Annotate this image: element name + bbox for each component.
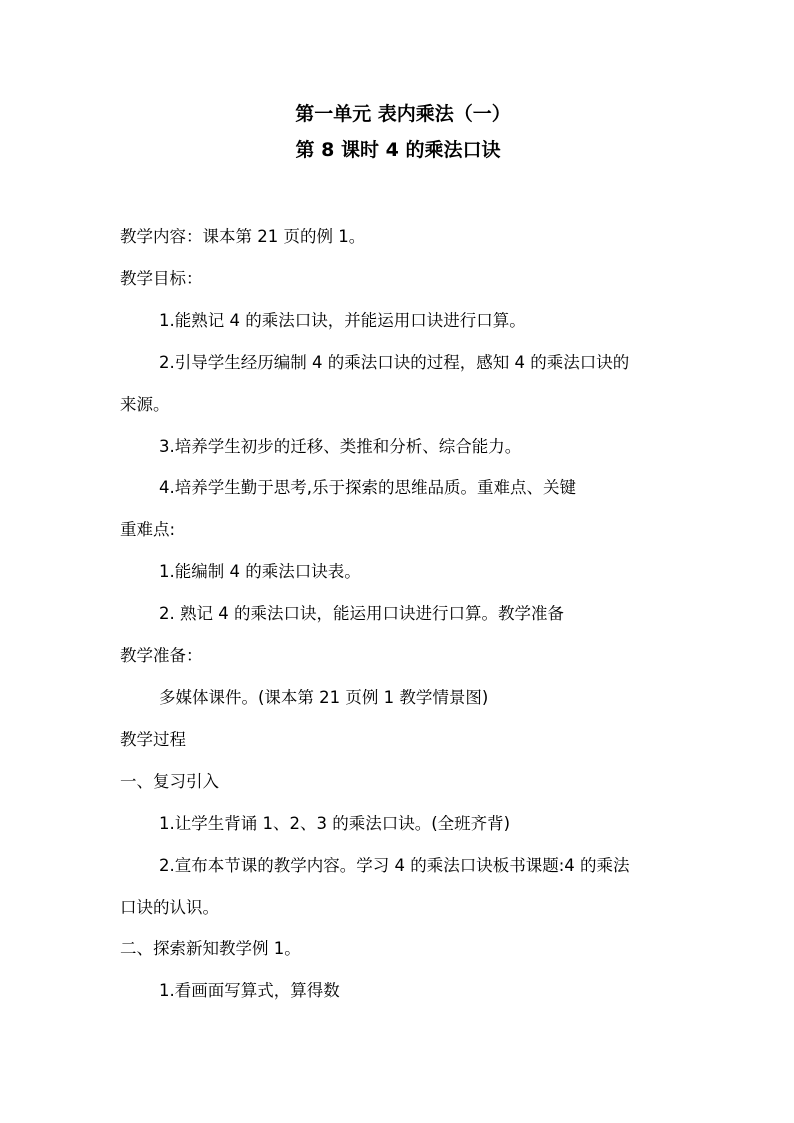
paragraph-line: 来源。 bbox=[120, 394, 170, 414]
paragraph-line: 重难点: bbox=[120, 520, 176, 540]
unit-title: 第一单元 表内乘法（一） bbox=[295, 103, 511, 125]
paragraph-line: 2.引导学生经历编制 4 的乘法口诀的过程，感知 4 的乘法口诀的 bbox=[159, 352, 630, 372]
paragraph-line: 4.培养学生勤于思考,乐于探索的思维品质。重难点、关键 bbox=[159, 478, 576, 498]
paragraph-line: 教学过程 bbox=[120, 729, 186, 749]
paragraph-line: 二、探索新知教学例 1。 bbox=[120, 939, 301, 959]
paragraph-line: 教学准备： bbox=[120, 646, 203, 666]
paragraph-line: 教学内容：课本第 21 页的例 1。 bbox=[120, 227, 366, 246]
paragraph-line: 1.让学生背诵 1、2、3 的乘法口诀。(全班齐背) bbox=[159, 813, 511, 833]
paragraph-line: 2.宣布本节课的教学内容。学习 4 的乘法口诀板书课题:4 的乘法 bbox=[159, 855, 630, 875]
lesson-title: 第 8 课时 4 的乘法口诀 bbox=[295, 139, 501, 161]
paragraph-line: 2. 熟记 4 的乘法口诀，能运用口诀进行口算。教学准备 bbox=[159, 604, 564, 624]
paragraph-line: 一、复习引入 bbox=[120, 771, 219, 791]
document-body bbox=[120, 216, 676, 1012]
paragraph-line: 1.看画面写算式，算得数 bbox=[159, 981, 340, 1001]
paragraph-line: 1.能编制 4 的乘法口诀表。 bbox=[159, 562, 361, 582]
paragraph-line: 口诀的认识。 bbox=[120, 897, 219, 917]
paragraph-line: 1.能熟记 4 的乘法口诀，并能运用口诀进行口算。 bbox=[159, 310, 526, 330]
paragraph-line: 3.培养学生初步的迁移、类推和分析、综合能力。 bbox=[159, 436, 522, 456]
paragraph-line: 多媒体课件。(课本第 21 页例 1 教学情景图) bbox=[159, 687, 489, 707]
paragraph-line: 教学目标： bbox=[120, 268, 203, 288]
